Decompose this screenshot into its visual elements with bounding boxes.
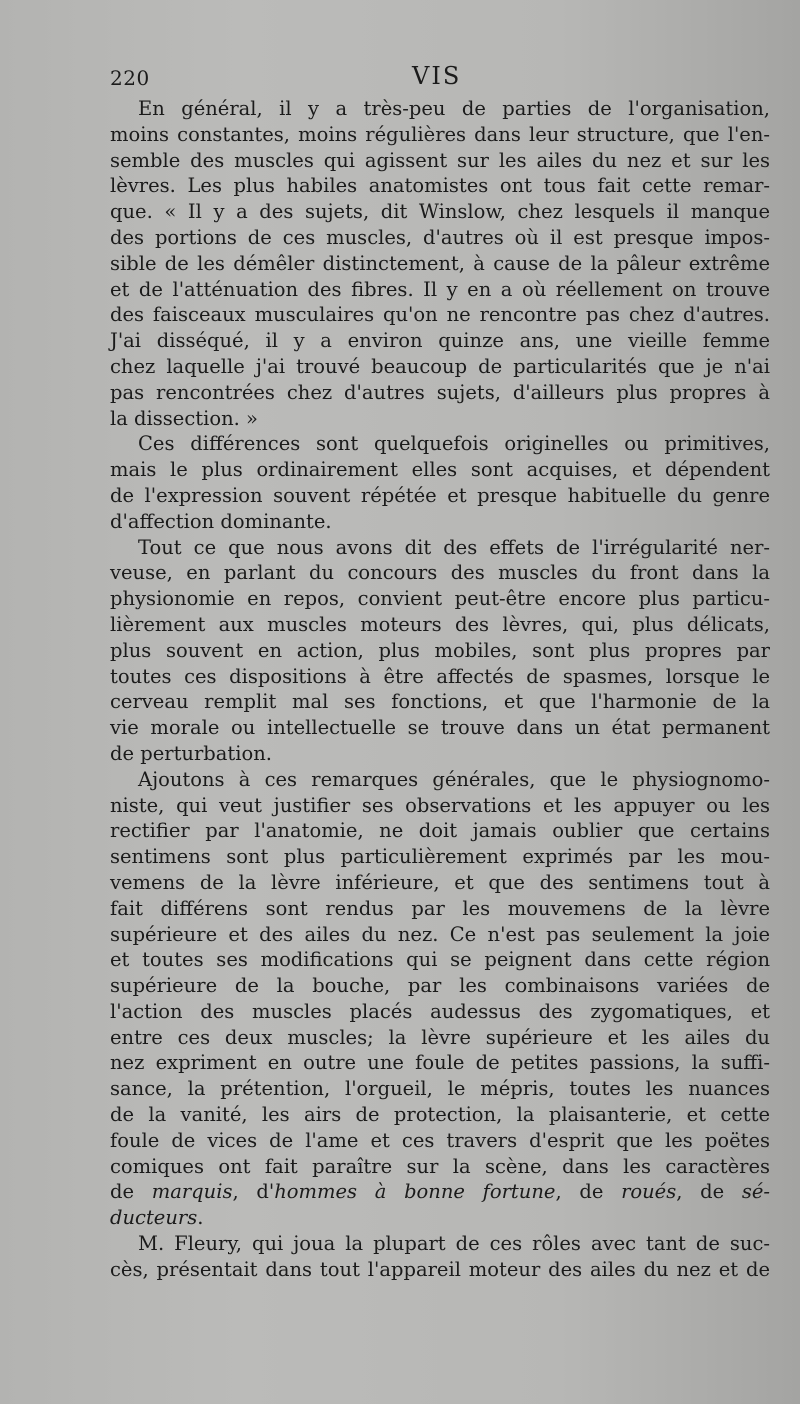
text-line: d'affection dominante. <box>110 509 332 533</box>
text-line: comiques ont fait paraître sur la scène, dans les caractères <box>110 1154 770 1178</box>
italic-term: sé- <box>741 1180 770 1204</box>
text-line: pas rencontrées chez d'autres sujets, d'ailleurs plus propres à <box>110 380 770 404</box>
text-line: lèvres. Les plus habiles anatomistes ont tous fait cette remar- <box>110 174 770 198</box>
text-fragment: , d' <box>232 1180 275 1204</box>
text-line: niste, qui veut justifier ses observations et les appuyer ou les <box>110 793 770 817</box>
text-line: Tout ce que nous avons dit des effets de l'irrégularité ner- <box>138 535 770 559</box>
text-line: l'action des muscles placés audessus des zygomatiques, et <box>110 999 770 1023</box>
text-line: plus souvent en action, plus mobiles, sont plus propres par <box>110 638 770 662</box>
text-fragment: de <box>110 1180 152 1204</box>
text-line: veuse, en parlant du concours des muscles du front dans la <box>110 561 770 585</box>
italic-term: hommes à bonne fortune <box>274 1180 556 1204</box>
text-line: nez expriment en outre une foule de petites passions, la suffi- <box>110 1051 770 1075</box>
body-text <box>110 96 770 1283</box>
text-line: semble des muscles qui agissent sur les ailes du nez et sur les <box>110 148 770 172</box>
text-line-mixed <box>110 1179 770 1205</box>
text-line: des portions de ces muscles, d'autres où il est presque impos- <box>110 225 770 249</box>
text-line: lièrement aux muscles moteurs des lèvres, qui, plus délicats, <box>110 612 770 636</box>
text-line: supérieure de la bouche, par les combinaisons variées de <box>110 974 770 998</box>
text-line: entre ces deux muscles; la lèvre supérieure et les ailes du <box>110 1025 770 1049</box>
text-line: de l'expression souvent répétée et presque habituelle du genre <box>110 483 770 507</box>
text-line: sance, la prétention, l'orgueil, le mépris, toutes les nuances <box>110 1077 770 1101</box>
page-header <box>110 62 765 96</box>
text-line: moins constantes, moins régulières dans leur structure, que l'en- <box>110 122 770 146</box>
text-fragment: . <box>197 1206 204 1230</box>
text-fragment: , de <box>676 1180 742 1204</box>
text-line: cès, présentait dans tout l'appareil moteur des ailes du nez et de <box>110 1257 770 1281</box>
text-line: rectifier par l'anatomie, ne doit jamais oublier que certains <box>110 819 770 843</box>
text-line: et de l'atténuation des fibres. Il y en a où réellement on trouve <box>110 277 770 301</box>
text-line: Ajoutons à ces remarques générales, que le physiognomo- <box>138 767 770 791</box>
text-fragment: , de <box>555 1180 622 1204</box>
text-line: physionomie en repos, convient peut-être encore plus particu- <box>110 587 770 611</box>
text-line: de perturbation. <box>110 741 272 765</box>
text-line: toutes ces dispositions à être affectés de spasmes, lorsque le <box>110 664 770 688</box>
text-line: En général, il y a très-peu de parties de l'organisation, <box>138 97 770 120</box>
text-line: de la vanité, les airs de protection, la plaisanterie, et cette <box>110 1103 770 1127</box>
text-line: foule de vices de l'ame et ces travers d'esprit que les poëtes <box>110 1128 770 1152</box>
italic-term: roués <box>621 1180 677 1204</box>
text-line: M. Fleury, qui joua la plupart de ces rôles avec tant de suc- <box>138 1232 770 1256</box>
text-line: vemens de la lèvre inférieure, et que des sentimens tout à <box>110 870 770 894</box>
italic-term: marquis <box>151 1180 233 1204</box>
italic-term: ducteurs <box>110 1206 198 1230</box>
text-line: vie morale ou intellectuelle se trouve dans un état permanent <box>110 716 770 740</box>
running-head: VIS <box>412 62 462 90</box>
text-line: sentimens sont plus particulièrement exprimés par les mou- <box>110 845 770 869</box>
text-line: supérieure et des ailes du nez. Ce n'est pas seulement la joie <box>110 922 770 946</box>
text-line: Ces différences sont quelquefois originelles ou primitives, <box>138 432 770 456</box>
text-line: sible de les démêler distinctement, à cause de la pâleur extrême <box>110 251 770 275</box>
text-line: et toutes ses modifications qui se peignent dans cette région <box>110 948 770 972</box>
text-line: fait différens sont rendus par les mouvemens de la lèvre <box>110 896 770 920</box>
text-line: cerveau remplit mal ses fonctions, et que l'harmonie de la <box>110 690 770 714</box>
text-line: la dissection. » <box>110 406 258 430</box>
page-number: 220 <box>110 66 150 90</box>
text-line: que. « Il y a des sujets, dit Winslow, chez lesquels il manque <box>110 200 770 224</box>
text-line: des faisceaux musculaires qu'on ne rencontre pas chez d'autres. <box>110 303 770 327</box>
text-line: mais le plus ordinairement elles sont acquises, et dépendent <box>110 458 770 482</box>
text-line: J'ai disséqué, il y a environ quinze ans, une vieille femme <box>110 329 770 353</box>
text-line: chez laquelle j'ai trouvé beaucoup de particularités que je n'ai <box>110 354 770 378</box>
text-line-mixed <box>110 1205 770 1231</box>
